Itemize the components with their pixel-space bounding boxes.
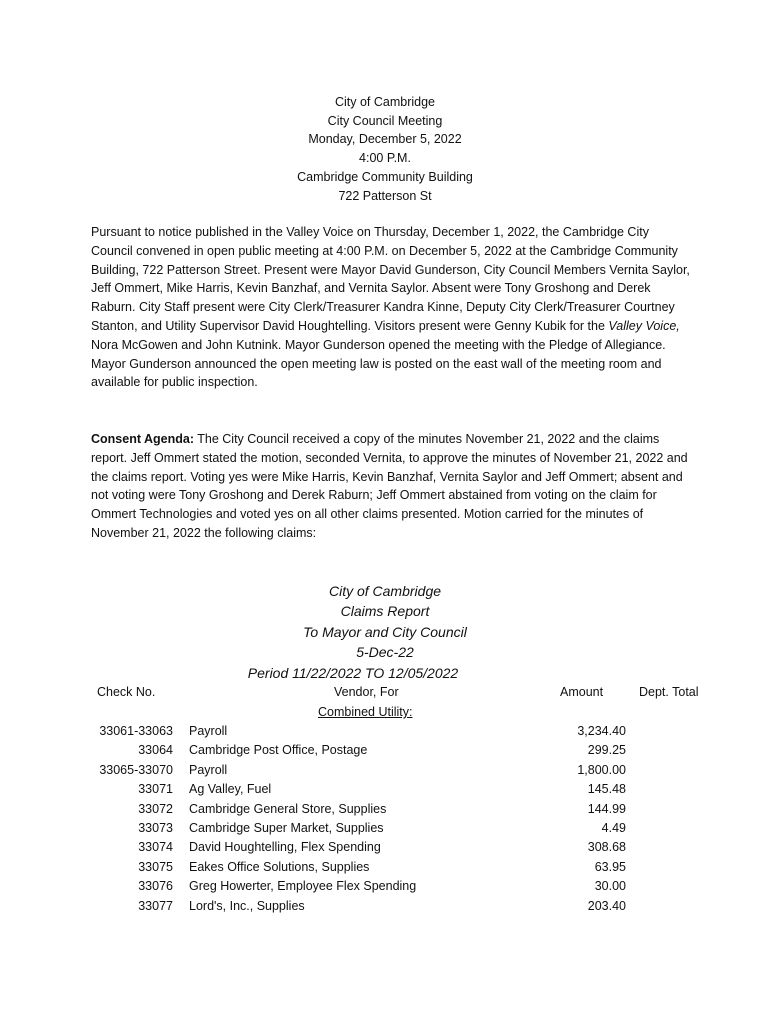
column-header-vendor: Vendor, For (334, 685, 399, 699)
table-row (0, 858, 770, 877)
consent-agenda-label: Consent Agenda: (91, 432, 195, 446)
table-row (0, 761, 770, 780)
vendor-name: Ag Valley, Fuel (189, 782, 272, 797)
vendor-name: Lord's, Inc., Supplies (189, 898, 305, 913)
check-number: 33072 (138, 801, 173, 816)
table-row (0, 838, 770, 857)
header-time: 4:00 P.M. (359, 151, 411, 166)
amount: 30.00 (594, 879, 626, 894)
check-number: 33064 (138, 743, 173, 758)
claims-table (0, 722, 770, 916)
table-row (0, 877, 770, 896)
check-number: 33074 (138, 840, 173, 855)
column-header-dept-total: Dept. Total (639, 685, 699, 699)
header-city: City of Cambridge (334, 95, 436, 109)
amount: 299.25 (587, 743, 626, 758)
claims-report-header (0, 581, 770, 683)
vendor-name: Greg Howerter, Employee Flex Spending (189, 879, 417, 894)
consent-agenda-paragraph (91, 430, 691, 543)
table-row (0, 722, 770, 741)
consent-agenda-text: The City Council received a copy of the minutes November 21, 2022 and the claims report. Jeff Ommert stated the motion, seconded Vernita, to approve the minutes of November 21, 2022 and the claims report. Voting yes were Mike Harris, Kevin Banzhaf, Vernita Saylor and Jeff Ommert; absent and not voting were Tony Groshong and Derek Raburn; Jeff Ommert abstained from voting on the claim for Ommert Technologies and voted yes on all other claims presented. Motion carried for the minutes of November 21, 2022 the following claims: (91, 432, 688, 540)
check-number: 33071 (138, 782, 173, 797)
check-number: 33061-33063 (99, 724, 173, 738)
amount: 63.95 (594, 859, 626, 874)
check-number: 33075 (138, 859, 173, 874)
header-venue: Cambridge Community Building (297, 169, 473, 184)
amount: 3,234.40 (577, 724, 626, 738)
amount: 308.68 (587, 840, 626, 855)
header-meeting-type: City Council Meeting (327, 113, 443, 128)
intro-italic-valley-voice: Valley Voice, (608, 318, 680, 333)
report-date: 5-Dec-22 (356, 644, 414, 661)
table-row (0, 819, 770, 838)
check-number: 33077 (138, 898, 173, 913)
amount: 145.48 (587, 782, 626, 797)
check-number: 33073 (138, 820, 173, 835)
amount: 203.40 (587, 898, 626, 913)
column-header-check: Check No. (97, 685, 156, 699)
vendor-name: Payroll (189, 724, 228, 738)
amount: 1,800.00 (577, 762, 626, 777)
header-address: 722 Patterson St (338, 188, 432, 203)
intro-text-2: Nora McGowen and John Kutnink. Mayor Gunderson opened the meeting with the Pledge of Allegiance. Mayor Gunderson announced the open meeting law is posted on the east wall of the meeting room and available for public inspection. (91, 337, 666, 390)
vendor-name: Eakes Office Solutions, Supplies (189, 859, 370, 874)
check-number: 33076 (138, 879, 173, 894)
column-header-amount: Amount (560, 685, 604, 699)
table-row (0, 897, 770, 916)
section-combined-utility: Combined Utility: (318, 705, 413, 719)
vendor-name: David Houghtelling, Flex Spending (189, 840, 381, 855)
vendor-name: Cambridge General Store, Supplies (189, 801, 387, 816)
report-title-recipient: To Mayor and City Council (303, 623, 467, 640)
table-row (0, 800, 770, 819)
table-row (0, 780, 770, 799)
report-period: Period 11/22/2022 TO 12/05/2022 (247, 664, 459, 681)
amount: 144.99 (587, 801, 626, 816)
vendor-name: Payroll (189, 762, 228, 777)
report-title-city: City of Cambridge (328, 583, 442, 599)
meeting-header (0, 93, 770, 205)
check-number: 33065-33070 (99, 762, 173, 777)
intro-text-1: Pursuant to notice published in the Valley Voice on Thursday, December 1, 2022, the Cambridge City Council convened in open public meeting at 4:00 P.M. on December 5, 2022 at the Cambridge Community Building, 722 Patterson Street. Present were Mayor David Gunderson, City Council Members Vernita Saylor, Jeff Ommert, Mike Harris, Kevin Banzhaf, and Vernita Saylor. Absent were Tony Groshong and Derek Raburn. City Staff present were City Clerk/Treasurer Kandra Kinne, Deputy City Clerk/Treasurer Courtney Stanton, and Utility Supervisor David Houghtelling. Visitors present were Genny Kubik for the (91, 225, 690, 333)
amount: 4.49 (601, 820, 626, 835)
vendor-name: Cambridge Super Market, Supplies (189, 820, 384, 835)
table-row (0, 741, 770, 760)
header-date: Monday, December 5, 2022 (308, 132, 462, 147)
intro-paragraph (91, 223, 691, 392)
report-title-claims: Claims Report (340, 603, 430, 620)
vendor-name: Cambridge Post Office, Postage (189, 743, 368, 758)
